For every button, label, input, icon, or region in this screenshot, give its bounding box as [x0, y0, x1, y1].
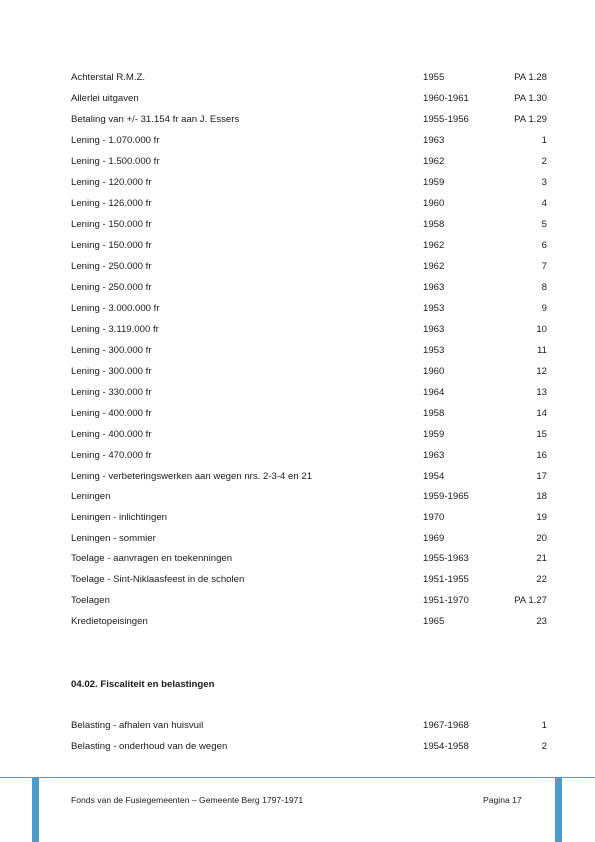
entry-date: 1953	[423, 303, 445, 314]
entry-ref: 1	[541, 720, 547, 731]
entry-title: Lening - 250.000 fr	[71, 282, 152, 293]
entry-title: Leningen - sommier	[71, 533, 156, 544]
entry-date: 1960	[423, 198, 445, 209]
inventory-row	[0, 112, 595, 128]
entry-date: 1967-1968	[423, 720, 469, 731]
entry-title: Allerlei uitgaven	[71, 93, 139, 104]
entry-date: 1959	[423, 429, 445, 440]
entry-ref: PA 1.28	[514, 72, 547, 83]
inventory-row	[0, 448, 595, 464]
entry-ref: 9	[541, 303, 547, 314]
entry-ref: 4	[541, 198, 547, 209]
entry-ref: 11	[537, 345, 547, 356]
entry-title: Leningen	[71, 491, 111, 502]
inventory-row	[0, 70, 595, 86]
footer-divider	[0, 777, 595, 778]
entry-ref: 18	[536, 491, 547, 502]
entry-date: 1954	[423, 471, 445, 482]
inventory-row	[0, 551, 595, 567]
entry-ref: 12	[536, 366, 547, 377]
entry-date: 1962	[423, 240, 445, 251]
entry-date: 1963	[423, 282, 445, 293]
entry-ref: 1	[541, 135, 547, 146]
inventory-row	[0, 614, 595, 630]
inventory-row	[0, 343, 595, 359]
section-heading: 04.02. Fiscaliteit en belastingen	[71, 679, 215, 690]
entry-title: Belasting - onderhoud van de wegen	[71, 741, 228, 752]
entry-title: Lening - 150.000 fr	[71, 240, 152, 251]
entry-date: 1970	[423, 512, 445, 523]
entry-title: Leningen - inlichtingen	[71, 512, 168, 523]
entry-ref: 7	[541, 261, 547, 272]
entry-title: Lening - 300.000 fr	[71, 345, 152, 356]
inventory-row	[0, 739, 595, 755]
inventory-row	[0, 133, 595, 149]
inventory-row	[0, 385, 595, 401]
entry-title: Lening - 300.000 fr	[71, 366, 152, 377]
entry-date: 1955-1963	[423, 553, 469, 564]
entry-ref: PA 1.30	[514, 93, 547, 104]
entry-title: Lening - 330.000 fr	[71, 387, 152, 398]
inventory-row	[0, 322, 595, 338]
inventory-row	[0, 301, 595, 317]
inventory-row	[0, 406, 595, 422]
inventory-row	[0, 510, 595, 526]
entry-ref: PA 1.29	[514, 114, 547, 125]
entry-ref: 20	[536, 533, 547, 544]
entry-ref: 14	[536, 408, 547, 419]
entry-date: 1962	[423, 156, 445, 167]
entry-ref: 5	[541, 219, 547, 230]
inventory-row	[0, 531, 595, 547]
inventory-row	[0, 238, 595, 254]
page-number: Pagina 17	[483, 795, 522, 805]
inventory-row	[0, 196, 595, 212]
footer-accent-bar-right	[555, 777, 562, 842]
entry-date: 1962	[423, 261, 445, 272]
entry-title: Lening - 120.000 fr	[71, 177, 152, 188]
entry-title: Lening - 1.500.000 fr	[71, 156, 160, 167]
entry-title: Belasting - afhalen van huisvuil	[71, 720, 204, 731]
entry-date: 1959-1965	[423, 491, 469, 502]
entry-date: 1963	[423, 135, 445, 146]
entry-date: 1964	[423, 387, 445, 398]
entry-date: 1954-1958	[423, 741, 469, 752]
entry-ref: 16	[536, 450, 547, 461]
entry-date: 1951-1955	[423, 574, 469, 585]
entry-title: Toelage - aanvragen en toekenningen	[71, 553, 233, 564]
entry-title: Lening - 3.000.000 fr	[71, 303, 160, 314]
entry-date: 1958	[423, 219, 445, 230]
entry-ref: 19	[536, 512, 547, 523]
inventory-row	[0, 217, 595, 233]
entry-ref: PA 1.27	[514, 595, 547, 606]
entry-date: 1963	[423, 324, 445, 335]
entry-title: Lening - 470.000 fr	[71, 450, 152, 461]
entry-date: 1958	[423, 408, 445, 419]
entry-title: Lening - 3.119.000 fr	[71, 324, 159, 335]
entry-title: Achterstal R.M.Z.	[71, 72, 146, 83]
entry-title: Lening - 400.000 fr	[71, 429, 152, 440]
entry-ref: 23	[536, 616, 547, 627]
inventory-row	[0, 175, 595, 191]
entry-date: 1951-1970	[423, 595, 469, 606]
inventory-row	[0, 593, 595, 609]
entry-title: Kredietopeisingen	[71, 616, 148, 627]
footer-accent-bar-left	[32, 777, 39, 842]
entry-title: Toelagen	[71, 595, 110, 606]
entry-date: 1960-1961	[423, 93, 469, 104]
inventory-row	[0, 259, 595, 275]
entry-ref: 15	[536, 429, 547, 440]
footer-text: Fonds van de Fusiegemeenten – Gemeente Berg 1797-1971	[71, 795, 304, 805]
entry-date: 1960	[423, 366, 445, 377]
entry-ref: 6	[541, 240, 547, 251]
entry-title: Lening - verbeteringswerken aan wegen nrs. 2-3-4 en 21	[71, 471, 313, 482]
entry-title: Lening - 250.000 fr	[71, 261, 152, 272]
inventory-row	[0, 91, 595, 107]
entry-ref: 21	[536, 553, 547, 564]
entry-title: Lening - 400.000 fr	[71, 408, 152, 419]
entry-title: Toelage - Sint-Niklaasfeest in de scholen	[71, 574, 245, 585]
entry-ref: 10	[536, 324, 547, 335]
inventory-row	[0, 364, 595, 380]
entry-ref: 22	[536, 574, 547, 585]
entry-ref: 2	[541, 741, 547, 752]
entry-date: 1963	[423, 450, 445, 461]
entry-title: Lening - 150.000 fr	[71, 219, 152, 230]
entry-date: 1969	[423, 533, 445, 544]
entry-date: 1955-1956	[423, 114, 469, 125]
entry-ref: 17	[536, 471, 547, 482]
entry-date: 1965	[423, 616, 445, 627]
inventory-row	[0, 489, 595, 505]
entry-title: Lening - 1.070.000 fr	[71, 135, 160, 146]
entry-date: 1955	[423, 72, 445, 83]
inventory-row	[0, 469, 595, 485]
inventory-row	[0, 427, 595, 443]
inventory-row	[0, 280, 595, 296]
entry-title: Lening - 126.000 fr	[71, 198, 152, 209]
entry-date: 1953	[423, 345, 445, 356]
inventory-row	[0, 718, 595, 734]
entry-title: Betaling van +/- 31.154 fr aan J. Essers	[71, 114, 240, 125]
entry-ref: 8	[541, 282, 547, 293]
inventory-row	[0, 572, 595, 588]
entry-ref: 3	[541, 177, 547, 188]
entry-date: 1959	[423, 177, 445, 188]
inventory-row	[0, 154, 595, 170]
entry-ref: 13	[536, 387, 547, 398]
entry-ref: 2	[541, 156, 547, 167]
